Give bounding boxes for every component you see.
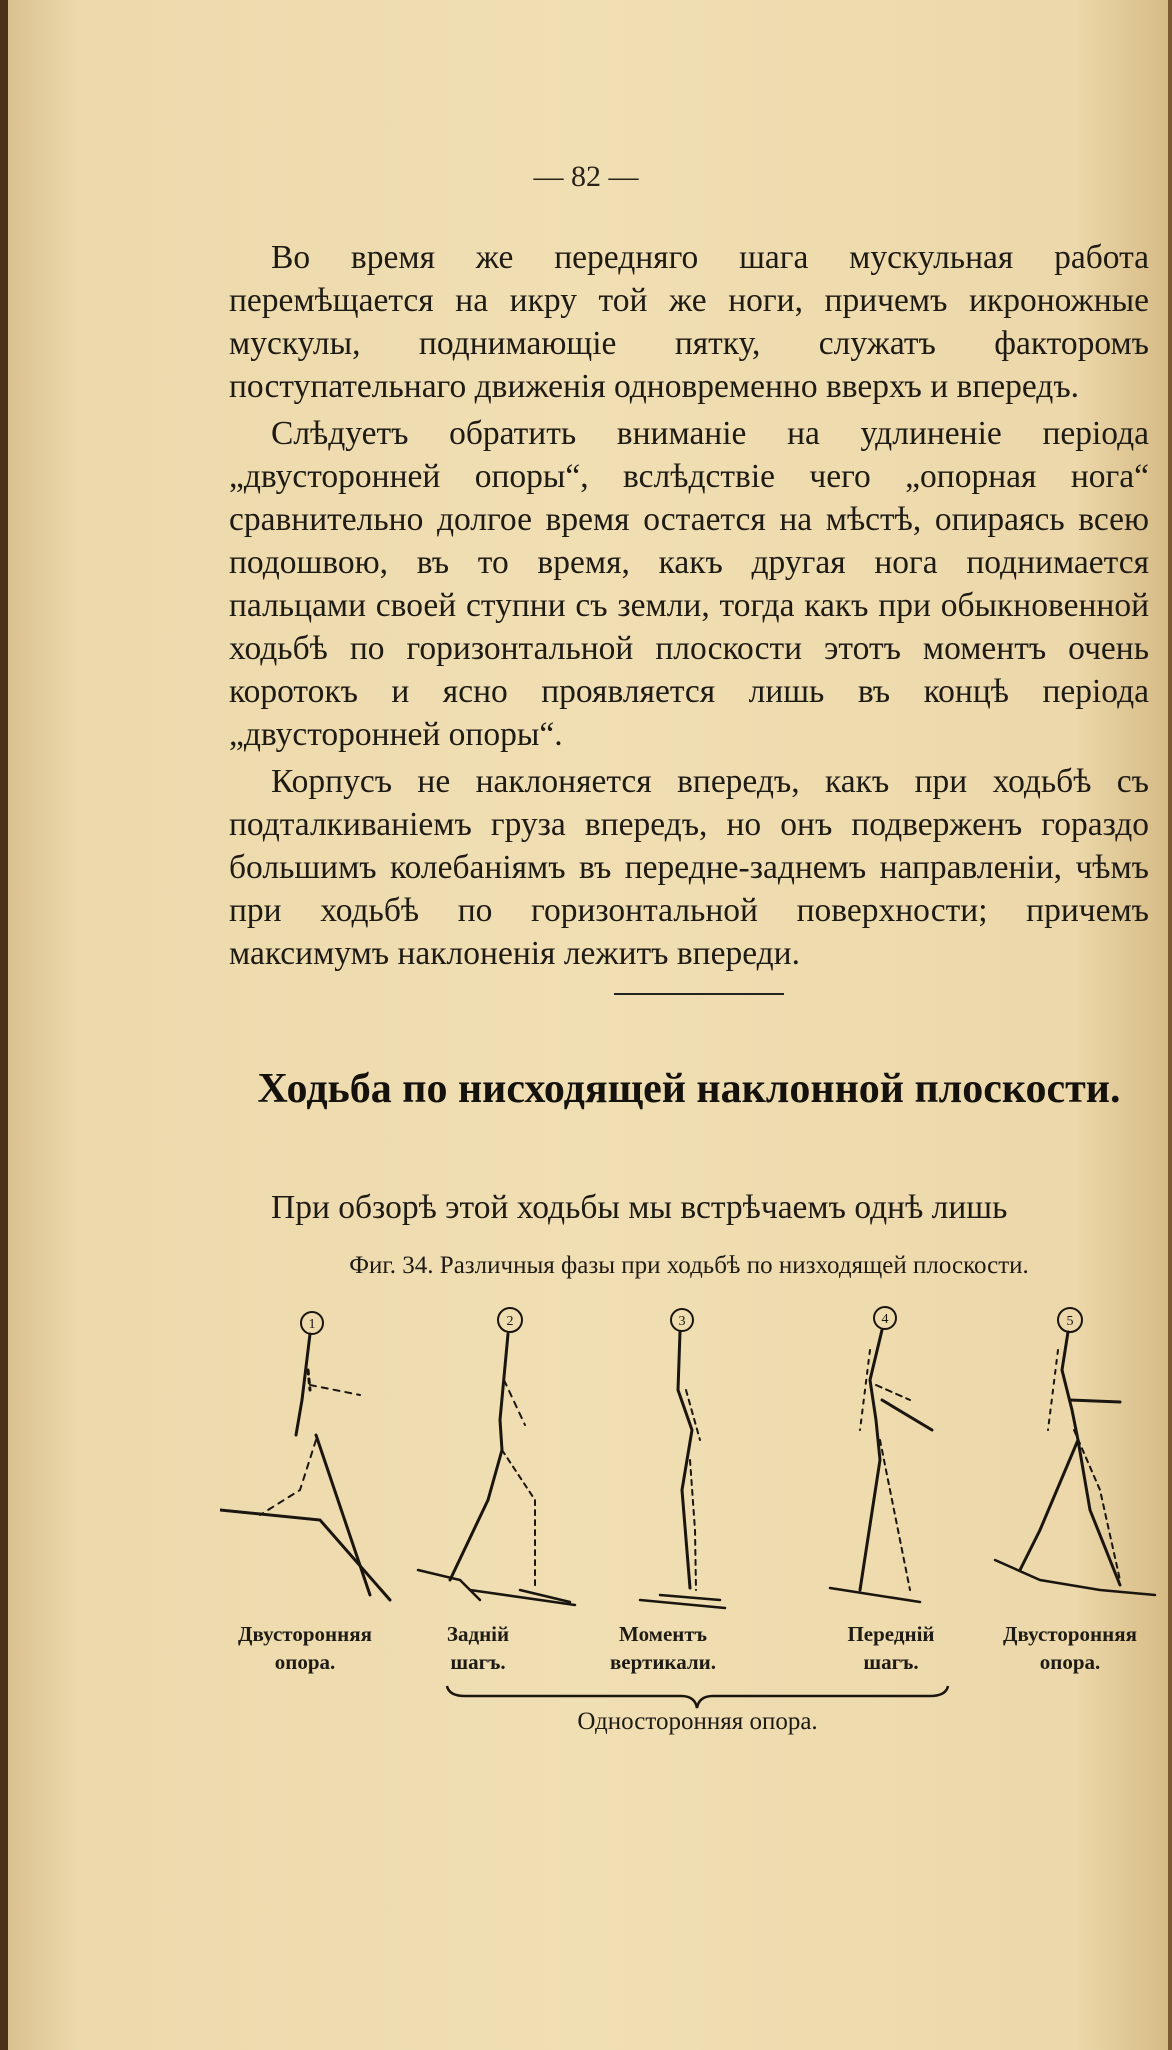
phase-label-line: Моментъ xyxy=(619,1622,707,1646)
phase-number-4: 4 xyxy=(881,1312,889,1327)
phase-label-3 xyxy=(578,1620,748,1676)
phase-label-line: Двусторонняя xyxy=(1003,1622,1137,1646)
paragraph: Во время же передняго шага мускульная работа перемѣщается на икру той же ноги, причемъ икроножные мускулы, поднимающіе пятку, служатъ факторомъ поступательнаго движенія одновременно вверхъ и впередъ. xyxy=(229,239,1149,405)
phase-label-line: Задній xyxy=(446,1622,510,1646)
walker-figure-2 xyxy=(418,1308,575,1605)
phase-number-2: 2 xyxy=(506,1314,514,1329)
walker-figure-3 xyxy=(640,1309,725,1608)
walker-figure-1 xyxy=(220,1312,390,1600)
page-number: — 82 — xyxy=(533,160,639,193)
phase-label-5 xyxy=(985,1620,1155,1676)
phase-label-4 xyxy=(806,1620,976,1676)
phase-label-line: Двусторонняя xyxy=(238,1622,372,1646)
phase-label-line: вертикали. xyxy=(609,1650,717,1674)
phase-label-1 xyxy=(220,1620,390,1676)
section-heading: Ходьба по нисходящей наклонной плоскости. xyxy=(257,1066,1121,1112)
phase-label-2 xyxy=(393,1620,563,1676)
single-support-label: Односторонняя опора. xyxy=(577,1708,818,1735)
walker-figure-4 xyxy=(830,1307,932,1602)
section-divider xyxy=(614,993,784,995)
phase-label-line: Передній xyxy=(847,1622,935,1646)
walker-figure-5 xyxy=(995,1308,1155,1595)
figure-caption: Фиг. 34. Различныя фазы при ходьбѣ по низходящей плоскости. xyxy=(349,1252,1029,1279)
walking-phases-figure xyxy=(220,1290,1160,1620)
phase-label-line: опора. xyxy=(274,1650,336,1674)
phase-number-3: 3 xyxy=(678,1314,686,1329)
body-text xyxy=(229,236,1149,979)
phase-label-line: опора. xyxy=(1039,1650,1101,1674)
phase-label-line: шагъ. xyxy=(863,1650,919,1674)
phase-label-line: шагъ. xyxy=(450,1650,506,1674)
single-support-brace xyxy=(445,1684,950,1710)
phase-number-1: 1 xyxy=(308,1317,316,1332)
page-binding-edge xyxy=(0,0,8,2050)
paragraph: Слѣдуетъ обратить вниманіе на удлиненіе періода „двусторонней опоры“, вслѣдствіе чего „опорная нога“ сравнительно долгое время остается на мѣстѣ, опираясь всею подошвою, въ то время, какъ другая нога поднимается пальцами своей ступни съ земли, тогда какъ при обыкновенной ходьбѣ по горизонтальной плоскости этотъ моментъ очень коротокъ и ясно проявляется лишь въ концѣ періода „двусторонней опоры“. xyxy=(229,415,1149,753)
paragraph: Корпусъ не наклоняется впередъ, какъ при ходьбѣ съ подталкиваніемъ груза впередъ, но онъ подверженъ гораздо большимъ колебаніямъ въ передне-заднемъ направленіи, чѣмъ при ходьбѣ по горизонтальной поверхности; причемъ максимумъ наклоненія лежитъ впереди. xyxy=(229,763,1149,972)
phase-number-5: 5 xyxy=(1066,1314,1074,1329)
continuation-text: При обзорѣ этой ходьбы мы встрѣчаемъ однѣ лишь xyxy=(271,1189,1008,1226)
